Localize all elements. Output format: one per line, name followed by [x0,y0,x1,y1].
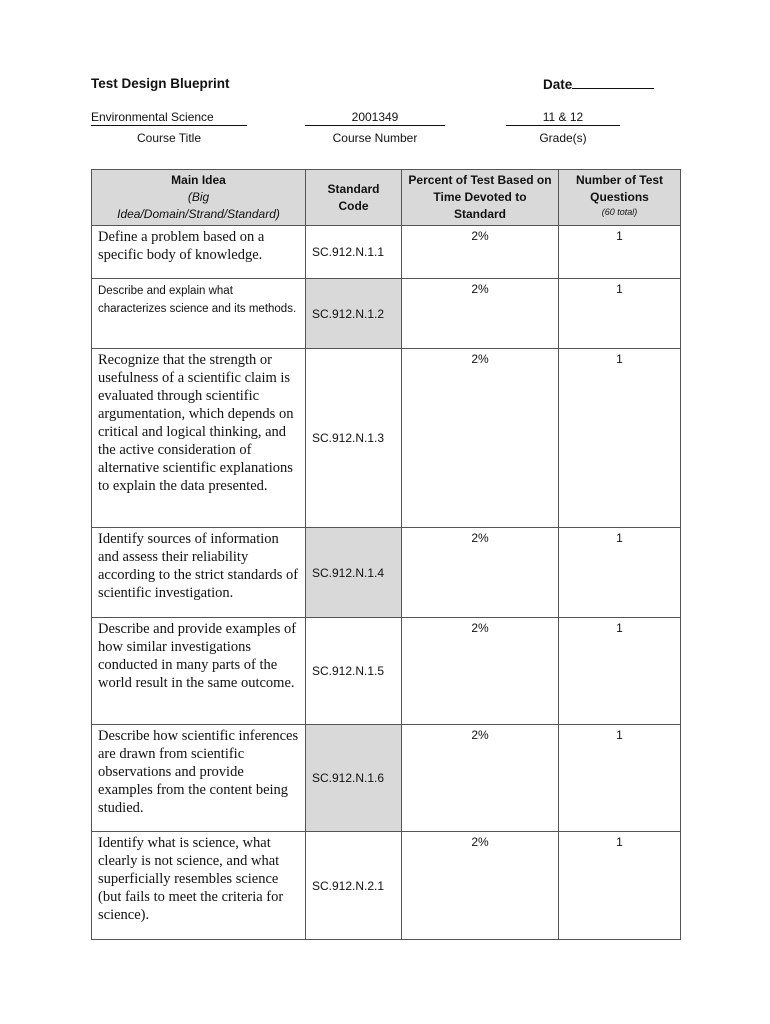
table-row [92,725,681,832]
blueprint-table [91,169,681,940]
standard-code-cell: SC.912.N.1.1 [306,226,402,279]
percent-cell: 2% [402,528,559,618]
date-label: Date [543,77,573,92]
main-idea-cell: Describe and explain what characterizes science and its methods. [92,279,306,349]
percent-header: Percent of Test Based on Time Devoted to Standard [402,170,559,226]
questions-cell: 1 [559,279,681,349]
grades-value[interactable]: 11 & 12 [506,110,620,126]
table-row [92,349,681,528]
standard-code-cell: SC.912.N.1.4 [306,528,402,618]
course-number-value[interactable]: 2001349 [305,110,445,126]
standard-code-cell: SC.912.N.1.2 [306,279,402,349]
table-header-row [92,170,681,226]
page-title: Test Design Blueprint [91,76,230,91]
percent-cell: 2% [402,832,559,940]
course-title-field [91,110,247,146]
questions-cell: 1 [559,832,681,940]
standard-code-cell: SC.912.N.1.3 [306,349,402,528]
questions-cell: 1 [559,528,681,618]
percent-cell: 2% [402,279,559,349]
main-idea-cell: Describe how scientific inferences are drawn from scientific observations and provide examples from the content being studied. [92,725,306,832]
main-idea-cell: Identify what is science, what clearly is not science, and what superficially resembles science (but fails to meet the criteria for science). [92,832,306,940]
questions-cell: 1 [559,725,681,832]
date-blank[interactable] [572,76,654,89]
table-row [92,832,681,940]
standard-code-cell: SC.912.N.2.1 [306,832,402,940]
main-idea-cell: Identify sources of information and assess their reliability according to the strict standards of scientific investigation. [92,528,306,618]
percent-cell: 2% [402,618,559,725]
number-questions-header: Number of Test Questions (60 total) [559,170,681,226]
course-title-value[interactable]: Environmental Science [91,110,247,126]
main-idea-cell: Define a problem based on a specific body of knowledge. [92,226,306,279]
table-row [92,226,681,279]
table-row [92,618,681,725]
course-number-caption: Course Number [332,131,418,145]
standard-code-header: Standard Code [306,170,402,226]
grades-field [506,110,620,146]
date-field[interactable] [543,76,654,92]
standard-code-cell: SC.912.N.1.5 [306,618,402,725]
questions-cell: 1 [559,349,681,528]
table-row [92,528,681,618]
course-title-caption: Course Title [136,131,202,145]
main-idea-cell: Describe and provide examples of how similar investigations conducted in many parts of the world result in the same outcome. [92,618,306,725]
main-idea-cell: Recognize that the strength or usefulness of a scientific claim is evaluated through scientific argumentation, which depends on critical and logical thinking, and the active consideration of alternative scientific explanations to explain the data presented. [92,349,306,528]
questions-cell: 1 [559,618,681,725]
percent-cell: 2% [402,226,559,279]
course-number-field [305,110,445,146]
questions-cell: 1 [559,226,681,279]
table-row [92,279,681,349]
standard-code-cell: SC.912.N.1.6 [306,725,402,832]
percent-cell: 2% [402,349,559,528]
grades-caption: Grade(s) [539,131,587,145]
main-idea-header: Main Idea (Big Idea/Domain/Strand/Standard) [92,170,306,226]
percent-cell: 2% [402,725,559,832]
